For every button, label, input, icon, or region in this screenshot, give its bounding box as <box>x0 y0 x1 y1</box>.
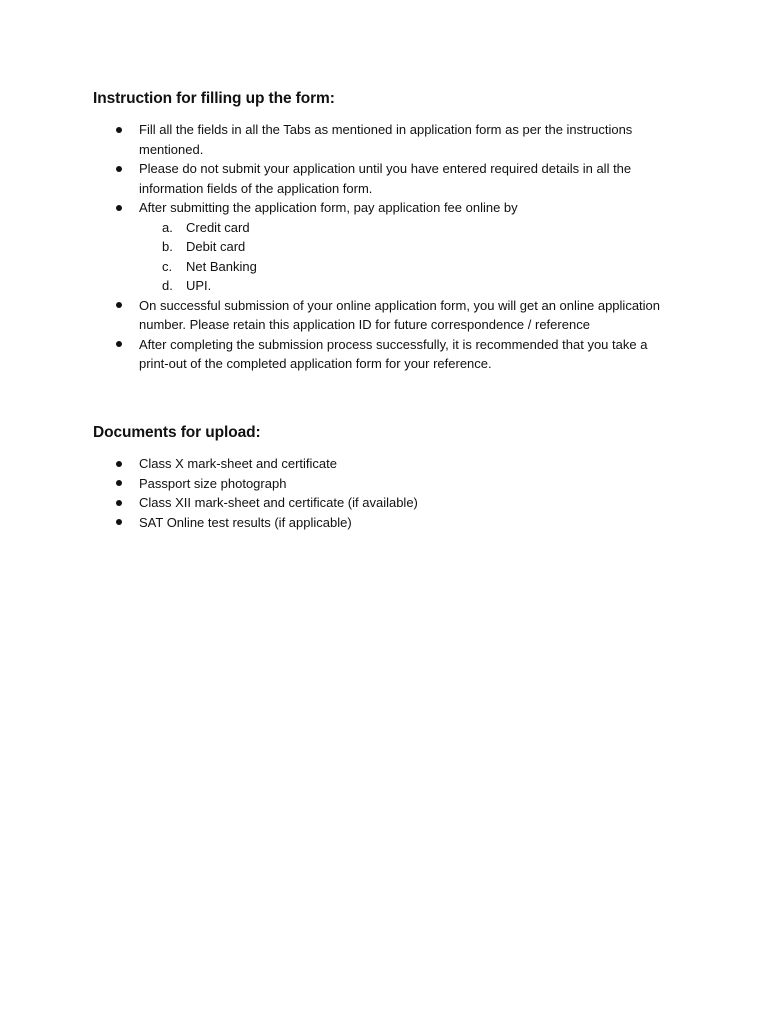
sub-list-marker: a. <box>162 219 173 235</box>
bullet-icon <box>116 205 122 211</box>
payment-methods-list <box>139 218 673 296</box>
list-item-text: Class XII mark-sheet and certificate (if available) <box>139 495 418 510</box>
sub-list-text: Credit card <box>186 219 250 235</box>
bullet-icon <box>116 461 122 467</box>
list-item <box>113 493 673 513</box>
sub-list-marker: d. <box>162 278 173 293</box>
sub-list-item <box>162 276 673 296</box>
list-item <box>113 296 673 335</box>
bullet-icon <box>116 519 122 525</box>
bullet-icon <box>116 480 122 486</box>
sub-list-text: UPI. <box>186 278 212 293</box>
list-item <box>113 454 673 474</box>
bullet-icon <box>116 127 122 133</box>
list-item <box>113 159 673 198</box>
list-item-text: After completing the submission process successfully, it is recommended that you take a print-out of the completed application form for your reference. <box>139 336 648 371</box>
list-item-text: After submitting the application form, pay application fee online by <box>139 200 518 215</box>
list-item-text: Class X mark-sheet and certificate <box>139 456 337 471</box>
instructions-list <box>113 120 673 374</box>
sub-list-marker: c. <box>162 258 173 274</box>
documents-heading: Documents for upload: <box>93 424 261 441</box>
bullet-icon <box>116 341 122 347</box>
documents-list <box>113 454 673 532</box>
bullet-icon <box>116 302 122 308</box>
sub-list-item <box>162 257 673 277</box>
list-item <box>113 335 673 374</box>
instructions-heading: Instruction for filling up the form: <box>93 90 335 107</box>
list-item-text: Passport size photograph <box>139 475 287 491</box>
list-item-text: SAT Online test results (if applicable) <box>139 514 352 530</box>
sub-list-text: Net Banking <box>186 258 257 274</box>
list-item <box>113 198 673 296</box>
list-item <box>113 474 673 494</box>
list-item-text: Fill all the fields in all the Tabs as mentioned in application form as per the instructions mentioned. <box>139 122 633 157</box>
list-item <box>113 120 673 159</box>
bullet-icon <box>116 500 122 506</box>
list-item-text: On successful submission of your online application form, you will get an online application number. Please retain this application ID for future correspondence / reference <box>139 297 661 332</box>
list-item <box>113 513 673 533</box>
sub-list-marker: b. <box>162 239 173 254</box>
bullet-icon <box>116 166 122 172</box>
sub-list-text: Debit card <box>186 239 246 254</box>
sub-list-item <box>162 218 673 238</box>
sub-list-item <box>162 237 673 257</box>
list-item-text: Please do not submit your application until you have entered required details in all the information fields of the application form. <box>139 161 632 196</box>
